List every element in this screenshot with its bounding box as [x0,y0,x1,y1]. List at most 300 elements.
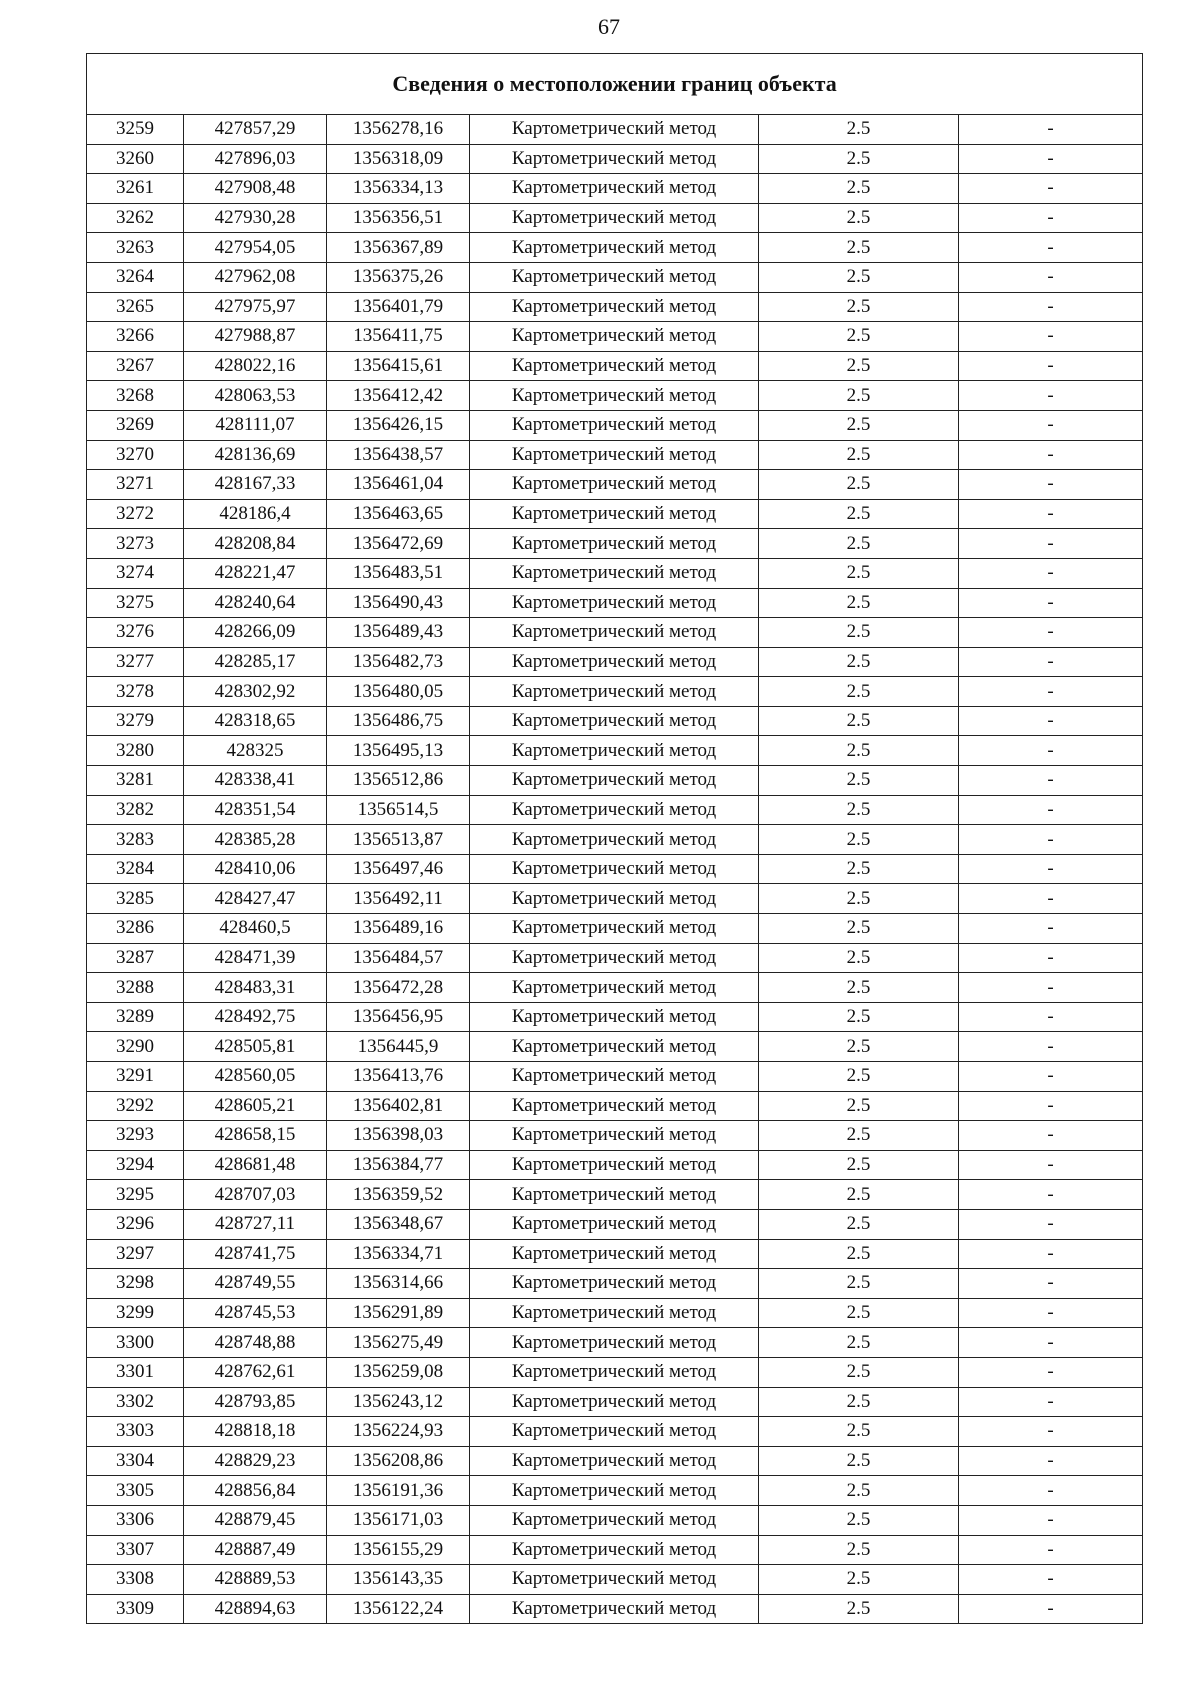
accuracy-cell: 2.5 [759,529,959,559]
table-row [87,1091,1143,1121]
method-cell: Картометрический метод [470,736,759,766]
table-body [87,115,1143,1624]
table-row [87,766,1143,796]
method-cell: Картометрический метод [470,1565,759,1595]
method-cell: Картометрический метод [470,381,759,411]
description-cell: - [959,1062,1143,1092]
accuracy-cell: 2.5 [759,233,959,263]
point-number-cell: 3308 [87,1565,184,1595]
accuracy-cell: 2.5 [759,174,959,204]
x-coordinate-cell: 428351,54 [184,795,327,825]
y-coordinate-cell: 1356490,43 [327,588,470,618]
point-number-cell: 3304 [87,1446,184,1476]
point-number-cell: 3271 [87,470,184,500]
point-number-cell: 3296 [87,1209,184,1239]
table-row [87,1180,1143,1210]
y-coordinate-cell: 1356472,28 [327,973,470,1003]
point-number-cell: 3280 [87,736,184,766]
table-row [87,973,1143,1003]
table-row [87,854,1143,884]
table-row [87,825,1143,855]
x-coordinate-cell: 428136,69 [184,440,327,470]
description-cell: - [959,1594,1143,1624]
table-row [87,1150,1143,1180]
method-cell: Картометрический метод [470,1476,759,1506]
table-row [87,381,1143,411]
y-coordinate-cell: 1356461,04 [327,470,470,500]
point-number-cell: 3286 [87,914,184,944]
method-cell: Картометрический метод [470,1535,759,1565]
description-cell: - [959,470,1143,500]
table-row [87,884,1143,914]
description-cell: - [959,1239,1143,1269]
x-coordinate-cell: 428793,85 [184,1387,327,1417]
y-coordinate-cell: 1356514,5 [327,795,470,825]
method-cell: Картометрический метод [470,943,759,973]
description-cell: - [959,1565,1143,1595]
point-number-cell: 3299 [87,1298,184,1328]
point-number-cell: 3295 [87,1180,184,1210]
accuracy-cell: 2.5 [759,766,959,796]
method-cell: Картометрический метод [470,973,759,1003]
y-coordinate-cell: 1356243,12 [327,1387,470,1417]
y-coordinate-cell: 1356445,9 [327,1032,470,1062]
description-cell: - [959,1032,1143,1062]
accuracy-cell: 2.5 [759,706,959,736]
description-cell: - [959,233,1143,263]
table-row [87,1476,1143,1506]
accuracy-cell: 2.5 [759,558,959,588]
x-coordinate-cell: 428727,11 [184,1209,327,1239]
y-coordinate-cell: 1356513,87 [327,825,470,855]
accuracy-cell: 2.5 [759,795,959,825]
description-cell: - [959,440,1143,470]
table-row [87,529,1143,559]
x-coordinate-cell: 428818,18 [184,1417,327,1447]
description-cell: - [959,943,1143,973]
point-number-cell: 3292 [87,1091,184,1121]
x-coordinate-cell: 428385,28 [184,825,327,855]
y-coordinate-cell: 1356208,86 [327,1446,470,1476]
table-row [87,795,1143,825]
description-cell: - [959,1417,1143,1447]
point-number-cell: 3306 [87,1505,184,1535]
method-cell: Картометрический метод [470,1121,759,1151]
table-row [87,1062,1143,1092]
accuracy-cell: 2.5 [759,410,959,440]
point-number-cell: 3260 [87,144,184,174]
description-cell: - [959,1535,1143,1565]
method-cell: Картометрический метод [470,529,759,559]
method-cell: Картометрический метод [470,1032,759,1062]
accuracy-cell: 2.5 [759,144,959,174]
accuracy-cell: 2.5 [759,884,959,914]
accuracy-cell: 2.5 [759,914,959,944]
x-coordinate-cell: 428111,07 [184,410,327,440]
description-cell: - [959,1328,1143,1358]
accuracy-cell: 2.5 [759,1417,959,1447]
y-coordinate-cell: 1356489,16 [327,914,470,944]
description-cell: - [959,647,1143,677]
accuracy-cell: 2.5 [759,203,959,233]
accuracy-cell: 2.5 [759,588,959,618]
method-cell: Картометрический метод [470,884,759,914]
accuracy-cell: 2.5 [759,1002,959,1032]
accuracy-cell: 2.5 [759,440,959,470]
y-coordinate-cell: 1356482,73 [327,647,470,677]
table-row [87,706,1143,736]
table-row [87,1239,1143,1269]
table-row [87,292,1143,322]
table-row [87,618,1143,648]
method-cell: Картометрический метод [470,1357,759,1387]
method-cell: Картометрический метод [470,1594,759,1624]
y-coordinate-cell: 1356359,52 [327,1180,470,1210]
description-cell: - [959,292,1143,322]
accuracy-cell: 2.5 [759,647,959,677]
description-cell: - [959,1446,1143,1476]
accuracy-cell: 2.5 [759,322,959,352]
table-row [87,144,1143,174]
point-number-cell: 3266 [87,322,184,352]
table-row [87,1298,1143,1328]
x-coordinate-cell: 427962,08 [184,262,327,292]
description-cell: - [959,203,1143,233]
description-cell: - [959,706,1143,736]
method-cell: Картометрический метод [470,1505,759,1535]
x-coordinate-cell: 428208,84 [184,529,327,559]
description-cell: - [959,677,1143,707]
method-cell: Картометрический метод [470,647,759,677]
y-coordinate-cell: 1356512,86 [327,766,470,796]
description-cell: - [959,529,1143,559]
table-row [87,1328,1143,1358]
point-number-cell: 3307 [87,1535,184,1565]
table-row [87,677,1143,707]
x-coordinate-cell: 428505,81 [184,1032,327,1062]
method-cell: Картометрический метод [470,1417,759,1447]
table-row [87,174,1143,204]
table-row [87,1209,1143,1239]
x-coordinate-cell: 428063,53 [184,381,327,411]
table-row [87,115,1143,145]
y-coordinate-cell: 1356463,65 [327,499,470,529]
y-coordinate-cell: 1356402,81 [327,1091,470,1121]
description-cell: - [959,736,1143,766]
point-number-cell: 3309 [87,1594,184,1624]
accuracy-cell: 2.5 [759,943,959,973]
accuracy-cell: 2.5 [759,381,959,411]
page-number: 67 [598,14,620,39]
point-number-cell: 3259 [87,115,184,145]
x-coordinate-cell: 428167,33 [184,470,327,500]
y-coordinate-cell: 1356415,61 [327,351,470,381]
table-row [87,1594,1143,1624]
point-number-cell: 3274 [87,558,184,588]
accuracy-cell: 2.5 [759,1209,959,1239]
method-cell: Картометрический метод [470,174,759,204]
method-cell: Картометрический метод [470,1062,759,1092]
x-coordinate-cell: 428410,06 [184,854,327,884]
point-number-cell: 3300 [87,1328,184,1358]
point-number-cell: 3267 [87,351,184,381]
point-number-cell: 3298 [87,1269,184,1299]
point-number-cell: 3269 [87,410,184,440]
point-number-cell: 3261 [87,174,184,204]
accuracy-cell: 2.5 [759,1328,959,1358]
x-coordinate-cell: 428460,5 [184,914,327,944]
accuracy-cell: 2.5 [759,351,959,381]
x-coordinate-cell: 428492,75 [184,1002,327,1032]
x-coordinate-cell: 428483,31 [184,973,327,1003]
accuracy-cell: 2.5 [759,1062,959,1092]
method-cell: Картометрический метод [470,766,759,796]
y-coordinate-cell: 1356334,71 [327,1239,470,1269]
y-coordinate-cell: 1356275,49 [327,1328,470,1358]
description-cell: - [959,262,1143,292]
method-cell: Картометрический метод [470,795,759,825]
method-cell: Картометрический метод [470,115,759,145]
accuracy-cell: 2.5 [759,1269,959,1299]
table-row [87,410,1143,440]
point-number-cell: 3283 [87,825,184,855]
point-number-cell: 3264 [87,262,184,292]
table-row [87,647,1143,677]
table-title-row [87,54,1143,115]
x-coordinate-cell: 427975,97 [184,292,327,322]
description-cell: - [959,1476,1143,1506]
boundary-coordinates-table [86,53,1143,1624]
x-coordinate-cell: 428887,49 [184,1535,327,1565]
table-row [87,588,1143,618]
table-row [87,943,1143,973]
method-cell: Картометрический метод [470,262,759,292]
table-row [87,736,1143,766]
x-coordinate-cell: 427988,87 [184,322,327,352]
method-cell: Картометрический метод [470,558,759,588]
x-coordinate-cell: 428325 [184,736,327,766]
x-coordinate-cell: 427930,28 [184,203,327,233]
description-cell: - [959,825,1143,855]
description-cell: - [959,1209,1143,1239]
method-cell: Картометрический метод [470,825,759,855]
y-coordinate-cell: 1356314,66 [327,1269,470,1299]
y-coordinate-cell: 1356278,16 [327,115,470,145]
point-number-cell: 3293 [87,1121,184,1151]
description-cell: - [959,766,1143,796]
method-cell: Картометрический метод [470,914,759,944]
x-coordinate-cell: 427908,48 [184,174,327,204]
y-coordinate-cell: 1356412,42 [327,381,470,411]
x-coordinate-cell: 428605,21 [184,1091,327,1121]
y-coordinate-cell: 1356480,05 [327,677,470,707]
y-coordinate-cell: 1356318,09 [327,144,470,174]
y-coordinate-cell: 1356224,93 [327,1417,470,1447]
description-cell: - [959,381,1143,411]
method-cell: Картометрический метод [470,1269,759,1299]
table-row [87,1535,1143,1565]
accuracy-cell: 2.5 [759,677,959,707]
description-cell: - [959,1180,1143,1210]
point-number-cell: 3278 [87,677,184,707]
description-cell: - [959,1150,1143,1180]
y-coordinate-cell: 1356348,67 [327,1209,470,1239]
table-row [87,1565,1143,1595]
description-cell: - [959,558,1143,588]
accuracy-cell: 2.5 [759,1505,959,1535]
method-cell: Картометрический метод [470,292,759,322]
table-row [87,1387,1143,1417]
table-row [87,558,1143,588]
description-cell: - [959,174,1143,204]
method-cell: Картометрический метод [470,410,759,440]
point-number-cell: 3285 [87,884,184,914]
point-number-cell: 3289 [87,1002,184,1032]
y-coordinate-cell: 1356413,76 [327,1062,470,1092]
method-cell: Картометрический метод [470,706,759,736]
accuracy-cell: 2.5 [759,1357,959,1387]
x-coordinate-cell: 428681,48 [184,1150,327,1180]
point-number-cell: 3279 [87,706,184,736]
table-row [87,1002,1143,1032]
description-cell: - [959,351,1143,381]
x-coordinate-cell: 428221,47 [184,558,327,588]
description-cell: - [959,144,1143,174]
description-cell: - [959,115,1143,145]
y-coordinate-cell: 1356191,36 [327,1476,470,1506]
y-coordinate-cell: 1356489,43 [327,618,470,648]
table-row [87,1417,1143,1447]
method-cell: Картометрический метод [470,1002,759,1032]
method-cell: Картометрический метод [470,1387,759,1417]
method-cell: Картометрический метод [470,351,759,381]
y-coordinate-cell: 1356356,51 [327,203,470,233]
x-coordinate-cell: 428302,92 [184,677,327,707]
method-cell: Картометрический метод [470,203,759,233]
y-coordinate-cell: 1356143,35 [327,1565,470,1595]
description-cell: - [959,1387,1143,1417]
description-cell: - [959,1269,1143,1299]
x-coordinate-cell: 428889,53 [184,1565,327,1595]
accuracy-cell: 2.5 [759,1150,959,1180]
point-number-cell: 3277 [87,647,184,677]
table-row [87,1121,1143,1151]
description-cell: - [959,973,1143,1003]
accuracy-cell: 2.5 [759,736,959,766]
accuracy-cell: 2.5 [759,854,959,884]
point-number-cell: 3305 [87,1476,184,1506]
accuracy-cell: 2.5 [759,1535,959,1565]
method-cell: Картометрический метод [470,854,759,884]
accuracy-cell: 2.5 [759,618,959,648]
method-cell: Картометрический метод [470,1091,759,1121]
y-coordinate-cell: 1356438,57 [327,440,470,470]
description-cell: - [959,795,1143,825]
y-coordinate-cell: 1356411,75 [327,322,470,352]
x-coordinate-cell: 428741,75 [184,1239,327,1269]
table-row [87,351,1143,381]
y-coordinate-cell: 1356171,03 [327,1505,470,1535]
point-number-cell: 3282 [87,795,184,825]
table-row [87,262,1143,292]
description-cell: - [959,1091,1143,1121]
point-number-cell: 3291 [87,1062,184,1092]
point-number-cell: 3272 [87,499,184,529]
table-row [87,1446,1143,1476]
method-cell: Картометрический метод [470,1209,759,1239]
y-coordinate-cell: 1356486,75 [327,706,470,736]
table-row [87,322,1143,352]
table-row [87,499,1143,529]
x-coordinate-cell: 428560,05 [184,1062,327,1092]
description-cell: - [959,884,1143,914]
x-coordinate-cell: 428186,4 [184,499,327,529]
method-cell: Картометрический метод [470,1150,759,1180]
x-coordinate-cell: 428338,41 [184,766,327,796]
x-coordinate-cell: 428856,84 [184,1476,327,1506]
table-row [87,1269,1143,1299]
point-number-cell: 3262 [87,203,184,233]
description-cell: - [959,1357,1143,1387]
description-cell: - [959,1505,1143,1535]
accuracy-cell: 2.5 [759,292,959,322]
x-coordinate-cell: 428879,45 [184,1505,327,1535]
y-coordinate-cell: 1356472,69 [327,529,470,559]
y-coordinate-cell: 1356122,24 [327,1594,470,1624]
x-coordinate-cell: 427896,03 [184,144,327,174]
table-title: Сведения о местоположении границ объекта [87,54,1143,115]
y-coordinate-cell: 1356367,89 [327,233,470,263]
table-row [87,914,1143,944]
point-number-cell: 3302 [87,1387,184,1417]
point-number-cell: 3297 [87,1239,184,1269]
description-cell: - [959,322,1143,352]
y-coordinate-cell: 1356401,79 [327,292,470,322]
x-coordinate-cell: 427954,05 [184,233,327,263]
method-cell: Картометрический метод [470,440,759,470]
x-coordinate-cell: 427857,29 [184,115,327,145]
description-cell: - [959,1298,1143,1328]
x-coordinate-cell: 428745,53 [184,1298,327,1328]
y-coordinate-cell: 1356291,89 [327,1298,470,1328]
x-coordinate-cell: 428022,16 [184,351,327,381]
accuracy-cell: 2.5 [759,1565,959,1595]
x-coordinate-cell: 428829,23 [184,1446,327,1476]
accuracy-cell: 2.5 [759,1476,959,1506]
point-number-cell: 3270 [87,440,184,470]
accuracy-cell: 2.5 [759,470,959,500]
accuracy-cell: 2.5 [759,1032,959,1062]
x-coordinate-cell: 428749,55 [184,1269,327,1299]
x-coordinate-cell: 428285,17 [184,647,327,677]
table-row [87,203,1143,233]
method-cell: Картометрический метод [470,1328,759,1358]
description-cell: - [959,854,1143,884]
method-cell: Картометрический метод [470,618,759,648]
accuracy-cell: 2.5 [759,1446,959,1476]
x-coordinate-cell: 428471,39 [184,943,327,973]
method-cell: Картометрический метод [470,233,759,263]
y-coordinate-cell: 1356398,03 [327,1121,470,1151]
point-number-cell: 3281 [87,766,184,796]
accuracy-cell: 2.5 [759,1298,959,1328]
y-coordinate-cell: 1356334,13 [327,174,470,204]
point-number-cell: 3303 [87,1417,184,1447]
x-coordinate-cell: 428240,64 [184,588,327,618]
method-cell: Картометрический метод [470,322,759,352]
y-coordinate-cell: 1356492,11 [327,884,470,914]
point-number-cell: 3288 [87,973,184,1003]
